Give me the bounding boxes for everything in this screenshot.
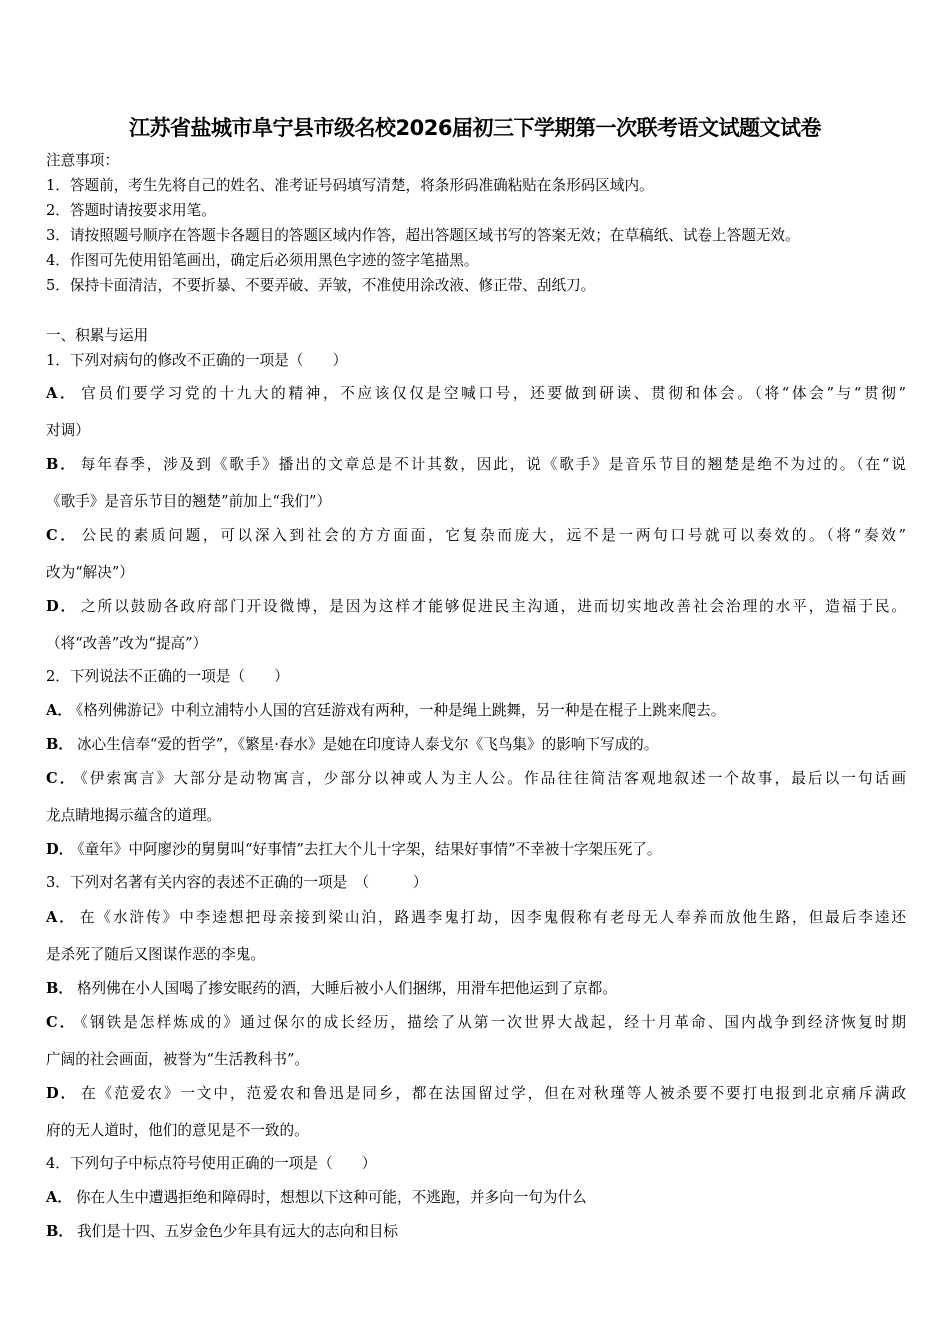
option-label: C． xyxy=(46,770,77,787)
option-text: 公民的素质问题，可以深入到社会的方方面面，它复杂而庞大，远不是一两句口号就可以奏效的。（将“奏效” xyxy=(81,527,906,544)
notice-heading: 注意事项： xyxy=(46,152,119,169)
option-label: D． xyxy=(46,1085,78,1102)
option-text: 格列佛在小人国喝了掺安眠药的酒，大睡后被小人们捆绑，用滑车把他运到了京都。 xyxy=(76,980,617,997)
option-text: 在《范爱农》一文中，范爱农和鲁迅是同乡，都在法国留过学，但在对秋瑾等人被杀要不要打电报到北京痛斥满政 xyxy=(81,1085,906,1102)
option-line xyxy=(46,1013,906,1033)
notice-item: 1．答题前，考生先将自己的姓名、准考证号码填写清楚，将条形码准确粘贴在条形码区域内。 xyxy=(46,177,654,194)
option-line xyxy=(46,455,906,475)
option-text: 《伊索寓言》大部分是动物寓言，少部分以神或人为主人公。作品往往简洁客观地叙述一个故事，最后以一句话画 xyxy=(80,770,906,787)
option-line xyxy=(46,979,617,999)
option-continuation: 对调） xyxy=(46,422,90,439)
option-text: 每年春季，涉及到《歌手》播出的文章总是不计其数，因此，说《歌手》是音乐节目的翘楚是绝不为过的。（在“说 xyxy=(80,456,906,473)
option-label: B． xyxy=(46,980,73,997)
option-line xyxy=(46,701,725,721)
question-stem-1: 1．下列对病句的修改不正确的一项是（ ） xyxy=(46,352,348,369)
option-label: B． xyxy=(46,1223,73,1240)
option-label: C． xyxy=(46,1014,77,1031)
notice-item: 4．作图可先使用铅笔画出，确定后必须用黑色字迹的签字笔描黑。 xyxy=(46,252,479,269)
option-line xyxy=(46,597,906,617)
option-line xyxy=(46,735,658,755)
option-text: 《钢铁是怎样炼成的》通过保尔的成长经历，描绘了从第一次世界大战起，经十月革命、国内战争到经济恢复时期 xyxy=(80,1014,906,1031)
option-text: 《格列佛游记》中利立浦特小人国的宫廷游戏有两种，一种是绳上跳舞，另一种是在棍子上跳来爬去。 xyxy=(75,702,726,719)
option-label: C． xyxy=(46,527,78,544)
question-stem-3: 3．下列对名著有关内容的表述不正确的一项是 （ ） xyxy=(46,874,428,891)
option-text: 《童年》中阿廖沙的舅舅叫“好事情”去扛大个儿十字架，结果好事情”不幸被十字架压死了。 xyxy=(77,841,662,858)
option-text: 你在人生中遭遇拒绝和障碍时，想想以下这种可能，不逃跑，并多向一句为什么 xyxy=(75,1189,587,1206)
option-text: 我们是十四、五岁金色少年具有远大的志向和目标 xyxy=(76,1223,399,1240)
option-continuation: 《歌手》是音乐节目的翘楚”前加上“我们”） xyxy=(46,493,332,510)
notice-item: 5．保持卡面清洁，不要折暴、不要弄破、弄皱，不准使用涂改液、修正带、刮纸刀。 xyxy=(46,277,596,294)
option-line xyxy=(46,1188,587,1208)
option-text: 在《水浒传》中李逵想把母亲接到梁山泊，路遇李鬼打劫，因李鬼假称有老母无人奉养而放他生路，但最后李逵还 xyxy=(79,909,906,926)
option-label: D． xyxy=(46,841,74,858)
page-title: 江苏省盐城市阜宁县市级名校2026届初三下学期第一次联考语文试题文试卷 xyxy=(129,116,821,140)
option-line xyxy=(46,1084,906,1104)
option-label: B． xyxy=(46,456,77,473)
option-continuation: 是杀死了随后又图谋作恶的李鬼。 xyxy=(46,946,265,963)
option-label: A． xyxy=(46,909,76,926)
option-continuation: 广阔的社会画面，被誉为“生活教科书”。 xyxy=(46,1051,310,1068)
option-text: 之所以鼓励各政府部门开设微博，是因为这样才能够促进民主沟通，进而切实地改善社会治理的水平，造福于民。 xyxy=(81,598,906,615)
option-line xyxy=(46,1222,398,1242)
notice-item: 3．请按照题号顺序在答题卡各题目的答题区域内作答，超出答题区域书写的答案无效；在草稿纸、试卷上答题无效。 xyxy=(46,227,800,244)
option-line xyxy=(46,769,906,789)
option-line xyxy=(46,908,906,928)
notice-item: 2．答题时请按要求用笔。 xyxy=(46,202,216,219)
section-heading: 一、积累与运用 xyxy=(46,327,149,344)
option-text: 冰心生信奉“爱的哲学”，《繁星·春水》是她在印度诗人泰戈尔《飞鸟集》的影响下写成的。 xyxy=(76,736,659,753)
option-continuation: 府的无人道时，他们的意见是不一致的。 xyxy=(46,1122,309,1139)
option-line xyxy=(46,840,662,860)
option-line xyxy=(46,384,906,404)
option-label: B． xyxy=(46,736,73,753)
option-line xyxy=(46,526,906,546)
option-label: D． xyxy=(46,598,78,615)
option-text: 官员们要学习党的十九大的精神，不应该仅仅是空喊口号，还要做到研读、贯彻和体会。（将“体会”与“贯彻” xyxy=(81,385,906,402)
option-continuation: 改为“解决”） xyxy=(46,564,134,581)
option-label: A． xyxy=(46,385,78,402)
option-continuation: 龙点睛地揭示蕴含的道理。 xyxy=(46,807,222,824)
option-continuation: （将“改善”改为“提高”） xyxy=(46,635,208,652)
question-stem-4: 4．下列句子中标点符号使用正确的一项是（ ） xyxy=(46,1155,377,1172)
option-label: A． xyxy=(46,1189,72,1206)
question-stem-2: 2．下列说法不正确的一项是（ ） xyxy=(46,668,289,685)
option-label: A． xyxy=(46,702,72,719)
